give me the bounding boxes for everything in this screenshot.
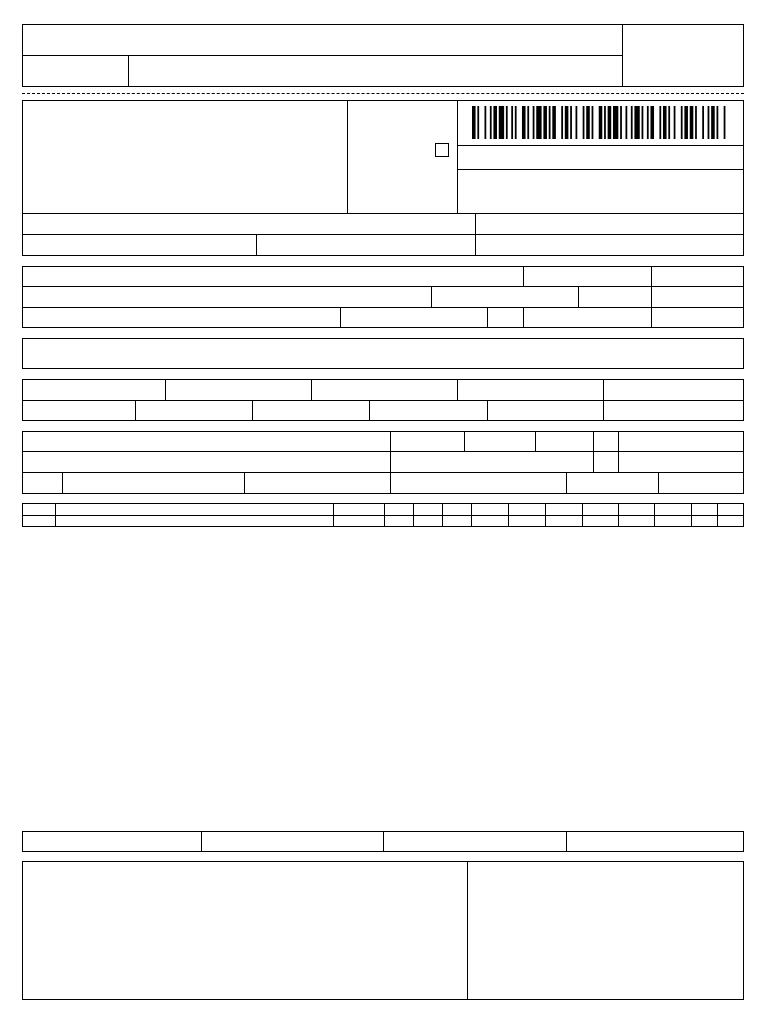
section-d-v8: [566, 472, 567, 494]
barcode-bar: [708, 106, 710, 139]
section-a-h1: [22, 286, 744, 287]
section-c-v3: [457, 379, 458, 400]
barcode-bar: [576, 106, 578, 139]
section-d-v3: [535, 431, 536, 451]
section-b-field[interactable]: [22, 338, 744, 369]
barcode-bar: [684, 106, 688, 139]
totals-v3: [566, 831, 567, 852]
section-a-v5: [340, 307, 341, 328]
barcode-bar: [663, 106, 667, 139]
barcode-bar: [613, 106, 618, 139]
barcode-divider-1: [457, 145, 744, 146]
barcode-bar: [681, 106, 683, 139]
items-table-col-divider: [717, 503, 718, 527]
section-a-h2: [22, 307, 744, 308]
barcode-bar: [599, 106, 603, 139]
barcode-bar: [717, 106, 719, 139]
barcode-bar: [650, 106, 654, 139]
barcode-bar: [499, 106, 504, 139]
notes-divider: [467, 861, 468, 1000]
barcode-bar: [668, 106, 670, 139]
header-divider-h: [22, 55, 622, 56]
items-table-row-divider: [22, 515, 744, 516]
notes-block: [22, 861, 744, 1000]
section-a-v2: [651, 266, 652, 328]
ref-row-divider-1: [475, 213, 476, 256]
section-c-v5: [135, 400, 136, 421]
section-d-v9: [658, 472, 659, 494]
barcode-bar: [490, 106, 492, 139]
barcode-bar: [561, 106, 563, 139]
totals-v2: [383, 831, 384, 852]
items-table-col-divider: [508, 503, 509, 527]
items-table-col-divider: [582, 503, 583, 527]
barcode-bar: [702, 106, 704, 139]
barcode-bar: [533, 106, 535, 139]
items-table-col-divider: [413, 503, 414, 527]
section-d-v5: [618, 431, 619, 472]
section-c-v6: [252, 400, 253, 421]
section-a: [22, 266, 744, 328]
barcode-bar: [642, 106, 644, 139]
items-table-col-divider: [691, 503, 692, 527]
ref-row-divider-2: [256, 234, 257, 256]
section-d-h2: [22, 472, 744, 473]
section-c-v8: [487, 400, 488, 421]
barcode-bar: [493, 106, 497, 139]
barcode-bar: [711, 106, 715, 139]
address-divider-2: [457, 100, 458, 214]
section-a-v3: [431, 286, 432, 307]
barcode-bar: [484, 106, 486, 139]
barcode-bar: [724, 106, 726, 139]
barcode-bar: [527, 106, 529, 139]
section-d-v1: [390, 431, 391, 494]
header-divider-v: [622, 24, 623, 87]
barcode-bar: [522, 106, 526, 139]
section-c-h1: [22, 400, 744, 401]
items-table-col-divider: [618, 503, 619, 527]
items-table-col-divider: [442, 503, 443, 527]
form-checkbox[interactable]: [435, 143, 449, 157]
section-a-v6: [487, 307, 488, 328]
section-a-v7: [523, 307, 524, 328]
barcode-bar: [552, 106, 556, 139]
items-table-col-divider: [333, 503, 334, 527]
items-table-col-divider: [545, 503, 546, 527]
section-d-v6: [62, 472, 63, 494]
barcode-bar: [472, 106, 476, 139]
barcode-divider-2: [457, 169, 744, 170]
barcode-bar: [536, 106, 541, 139]
barcode-bar: [583, 106, 585, 139]
barcode-image: [472, 106, 729, 139]
section-c-v2: [311, 379, 312, 400]
barcode-bar: [647, 106, 649, 139]
barcode-bar: [674, 106, 676, 139]
barcode-bar: [477, 106, 479, 139]
items-table-col-divider: [55, 503, 56, 527]
items-table-col-divider: [384, 503, 385, 527]
totals-v1: [201, 831, 202, 852]
barcode-bar: [690, 106, 694, 139]
barcode-bar: [695, 106, 697, 139]
section-a-v4: [578, 286, 579, 307]
section-c-v4: [603, 379, 604, 421]
barcode-bar: [625, 106, 627, 139]
barcode-bar: [608, 106, 612, 139]
barcode-bar: [549, 106, 551, 139]
barcode-bar: [565, 106, 569, 139]
barcode-bar: [570, 106, 572, 139]
barcode-bar: [511, 106, 513, 139]
items-table-col-divider: [471, 503, 472, 527]
section-c-v7: [369, 400, 370, 421]
barcode-bar: [620, 106, 622, 139]
barcode-bar: [506, 106, 508, 139]
barcode-bar: [604, 106, 606, 139]
barcode-bar: [634, 106, 639, 139]
header-divider-v2: [128, 55, 129, 87]
barcode-bar: [592, 106, 594, 139]
items-table-col-divider: [654, 503, 655, 527]
barcode-bar: [515, 106, 517, 139]
tear-off-line: [22, 93, 744, 94]
barcode-bar: [631, 106, 633, 139]
section-d-v7: [244, 472, 245, 494]
section-d-v4: [593, 431, 594, 472]
address-divider-1: [347, 100, 348, 214]
section-d-v2: [464, 431, 465, 451]
section-c-v1: [165, 379, 166, 400]
barcode-bar: [586, 106, 590, 139]
section-d: [22, 431, 744, 494]
barcode-bar: [543, 106, 547, 139]
barcode-bar: [659, 106, 661, 139]
section-d-h1: [22, 451, 744, 452]
ref-row-divider-h: [22, 234, 744, 235]
section-a-v1: [523, 266, 524, 286]
